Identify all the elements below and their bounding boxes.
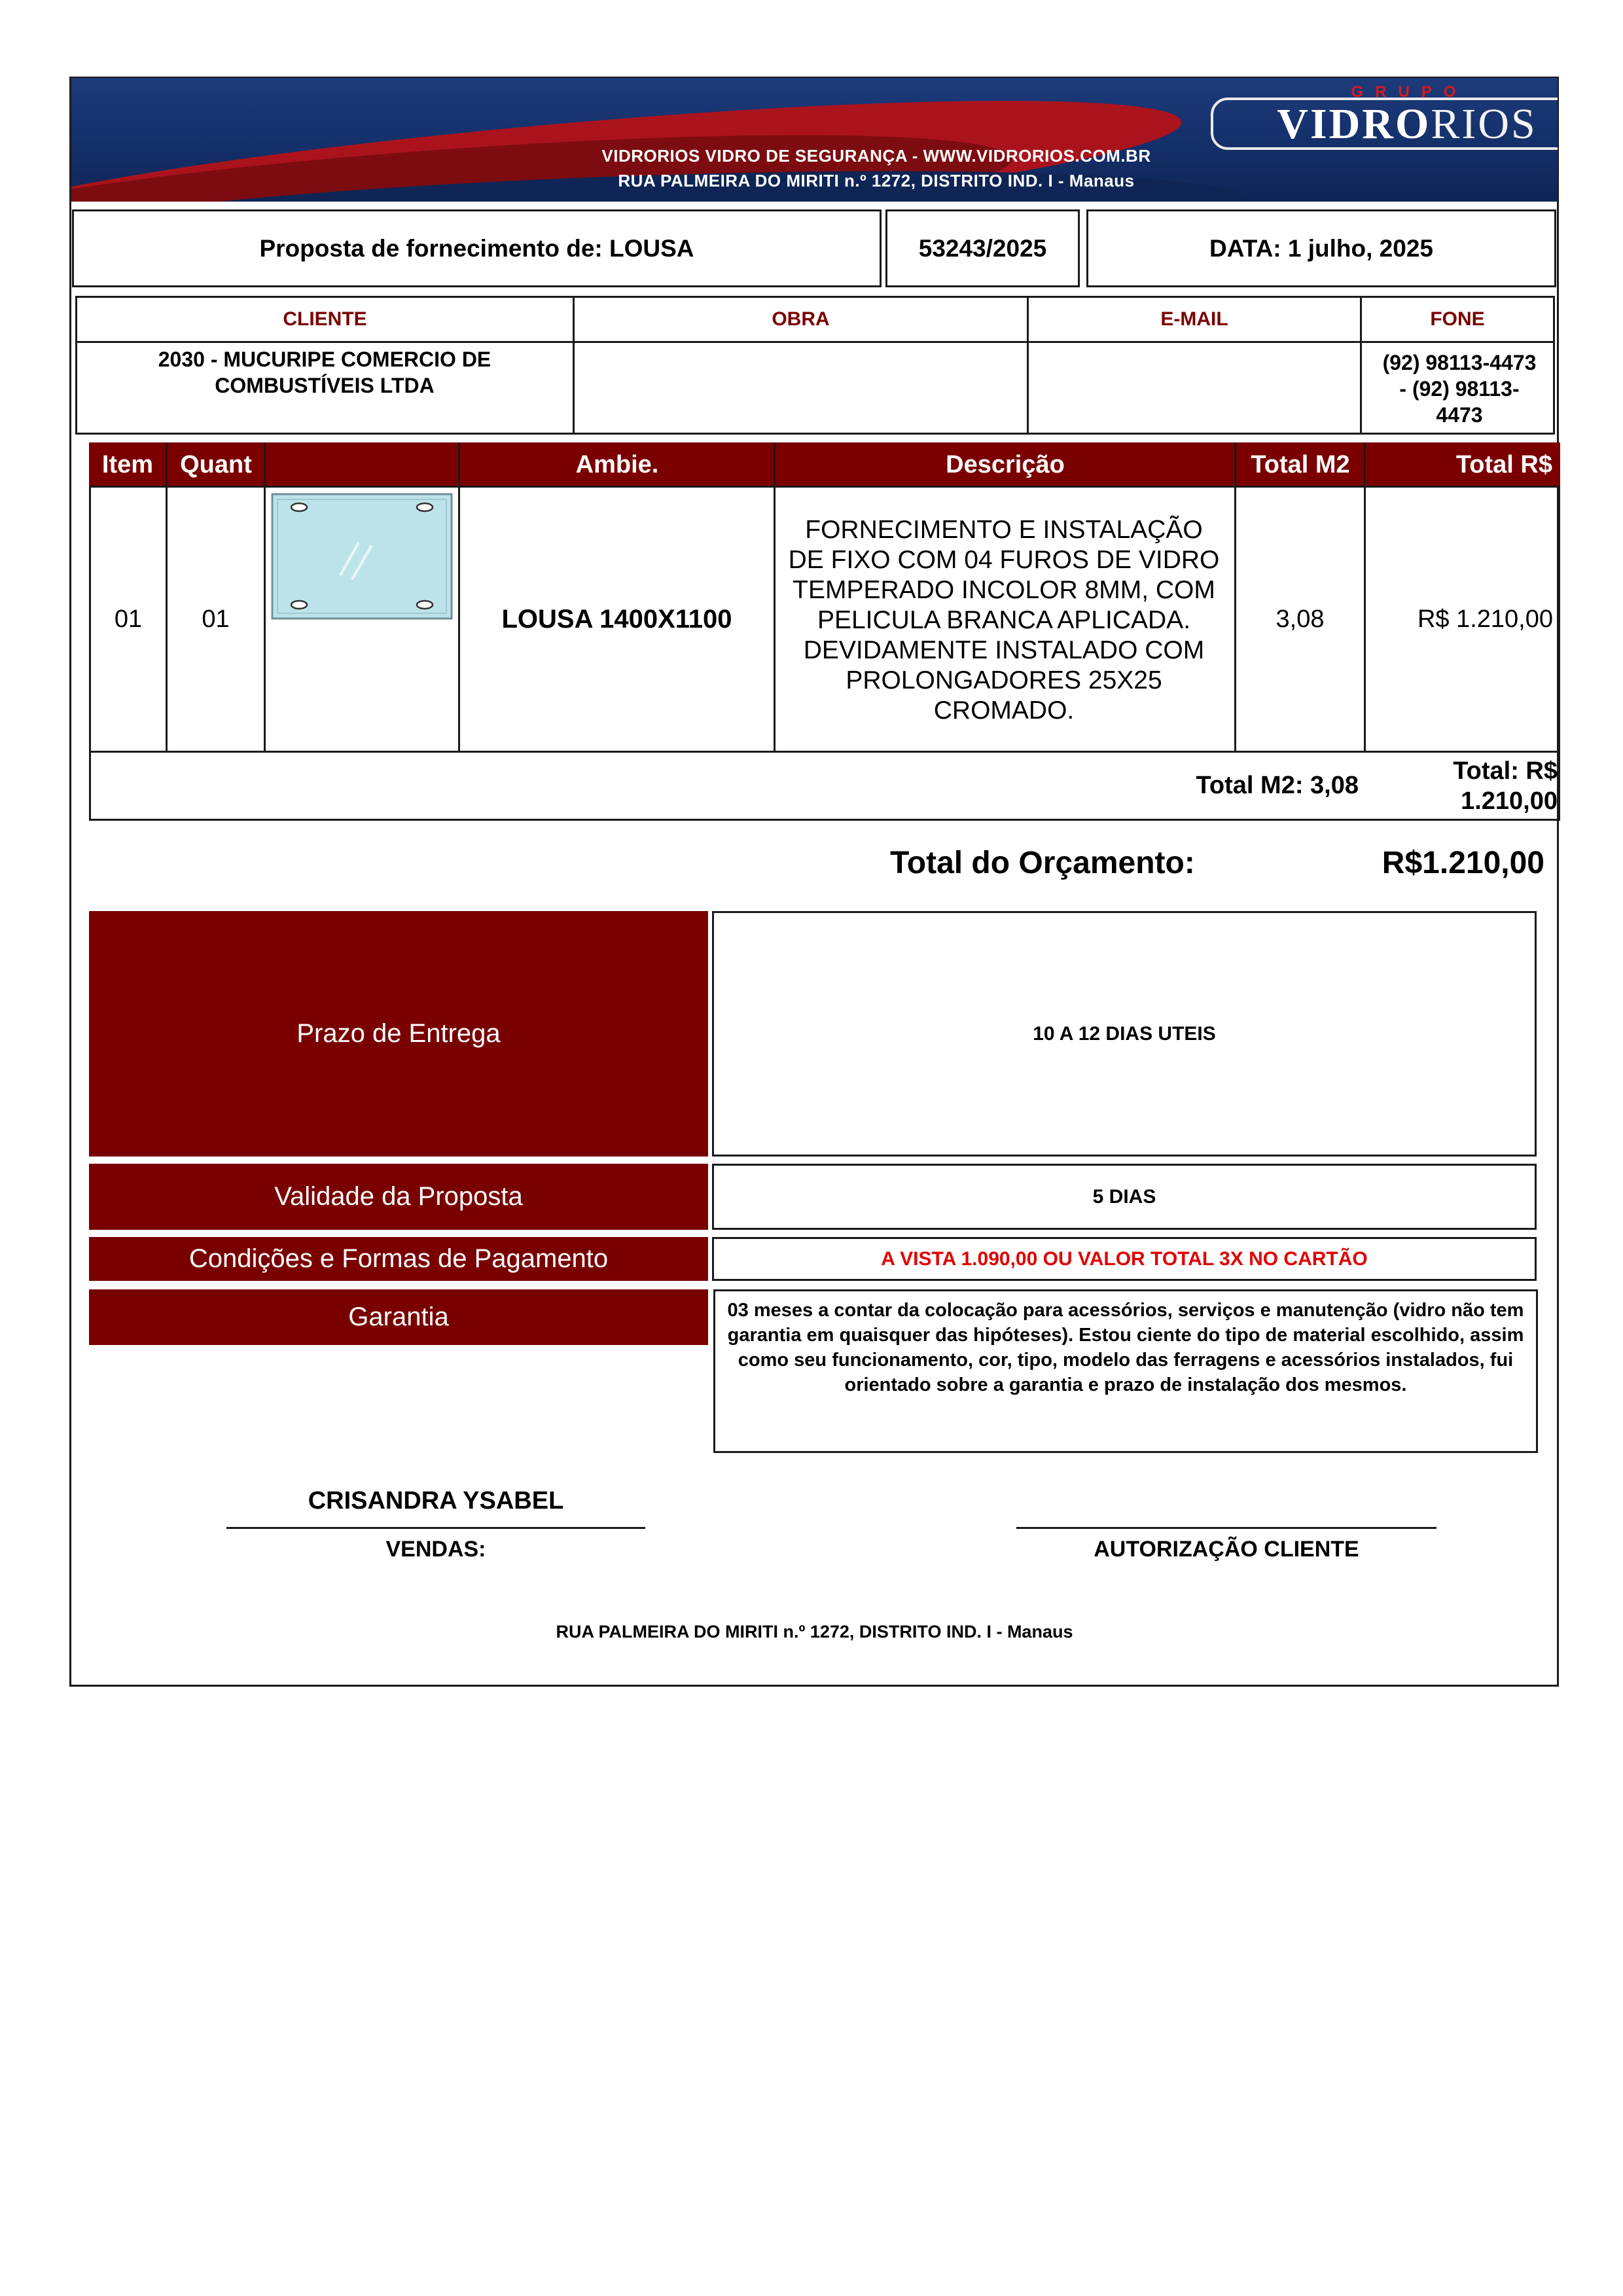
items-sum-rs: Total: R$ 1.210,00 (1453, 757, 1558, 815)
items-header-image (266, 442, 459, 487)
footer-address: RUA PALMEIRA DO MIRITI n.º 1272, DISTRITO IND. I - Manaus (556, 1621, 1073, 1641)
company-logo (1208, 83, 1558, 155)
banner-address-line: RUA PALMEIRA DO MIRITI n.º 1272, DISTRITO IND. I - Manaus (618, 171, 1135, 190)
glass-panel-icon (268, 492, 455, 622)
proposal-date: DATA: 1 julho, 2025 (1086, 209, 1556, 287)
items-sum-m2: Total M2: 3,08 (1196, 772, 1359, 799)
items-header-descricao: Descrição (946, 450, 1065, 478)
client-email (1029, 343, 1360, 433)
logo-bold-part: VIDRO (1277, 100, 1431, 148)
items-header-ambie: Ambie. (575, 450, 659, 478)
pagamento-value: A VISTA 1.090,00 OU VALOR TOTAL 3X NO CARTÃO (712, 1237, 1537, 1281)
logo-wordmark (1211, 98, 1558, 150)
pagamento-label: Condições e Formas de Pagamento (89, 1237, 708, 1281)
orcamento-label: Total do Orçamento: (890, 845, 1195, 880)
glass-panel (272, 494, 452, 619)
items-header-divider (1234, 442, 1236, 487)
client-obra (575, 343, 1027, 433)
item-total-rs: R$ 1.210,00 (1417, 605, 1553, 633)
logo-light-part: RIOS (1431, 100, 1537, 148)
item-number: 01 (114, 605, 143, 633)
proposal-number: 53243/2025 (885, 209, 1080, 287)
items-header-total-rs: Total R$ (1455, 450, 1552, 478)
seller-name: CRISANDRA YSABEL (308, 1486, 564, 1515)
logo-grupo-text: GRUPO (1351, 83, 1468, 101)
client-header-fone: FONE (1430, 308, 1485, 330)
glass-hole (291, 503, 307, 511)
prazo-entrega-value: 10 A 12 DIAS UTEIS (712, 911, 1537, 1157)
glass-hole (417, 601, 433, 609)
item-image-cell (266, 488, 458, 751)
items-header-item: Item (101, 450, 154, 478)
glass-hole (291, 601, 307, 609)
client-phone: (92) 98113-4473 - (92) 98113-4473 (1382, 350, 1537, 427)
client-signature-line (1016, 1527, 1436, 1529)
items-header-divider (458, 442, 460, 487)
item-quantity: 01 (202, 605, 230, 633)
prazo-entrega-label: Prazo de Entrega (89, 911, 708, 1157)
client-signature-label: AUTORIZAÇÃO CLIENTE (1094, 1536, 1359, 1562)
garantia-label: Garantia (89, 1289, 708, 1345)
client-header-obra: OBRA (772, 308, 830, 330)
items-header-divider (264, 442, 266, 487)
items-header-divider (1364, 442, 1366, 487)
garantia-value: 03 meses a contar da colocação para acessórios, serviços e manutenção (vidro não tem garantia em quaisquer das hipóteses). Estou ciente do tipo de material escolhido, assim como seu funcionamento, cor, tipo, modelo das ferragens e acessórios instalados, fui orientado sobre a garantia e prazo de instalação dos mesmos. (713, 1289, 1538, 1453)
item-ambiente: LOUSA 1400X1100 (501, 604, 732, 634)
client-name: 2030 - MUCURIPE COMERCIO DE COMBUSTÍVEIS LTDA (158, 348, 491, 397)
items-col-divider (774, 486, 776, 753)
items-header-quant: Quant (180, 450, 252, 478)
glass-hole (417, 503, 433, 511)
item-total-m2: 3,08 (1275, 605, 1325, 633)
header-banner (71, 78, 1558, 202)
client-header-email: E-MAIL (1160, 308, 1228, 330)
validade-label: Validade da Proposta (89, 1164, 708, 1230)
seller-label: VENDAS: (385, 1536, 486, 1562)
items-header-total-m2: Total M2 (1251, 450, 1350, 478)
client-header-cliente: CLIENTE (283, 308, 367, 330)
items-header-divider (166, 442, 168, 487)
orcamento-value: R$1.210,00 (1382, 845, 1544, 880)
validade-value: 5 DIAS (712, 1164, 1537, 1230)
proposal-title: Proposta de fornecimento de: LOUSA (72, 209, 882, 287)
items-header-divider (774, 442, 776, 487)
seller-signature-line (226, 1527, 645, 1529)
banner-company-line: VIDRORIOS VIDRO DE SEGURANÇA - WWW.VIDRORIOS.COM.BR (601, 146, 1151, 166)
item-description: FORNECIMENTO E INSTALAÇÃO DE FIXO COM 04 FUROS DE VIDRO TEMPERADO INCOLOR 8MM, COM PELICULA BRANCA APLICADA. DEVIDAMENTE INSTALADO COM PROLONGADORES 25X25 CROMADO. (788, 515, 1220, 725)
